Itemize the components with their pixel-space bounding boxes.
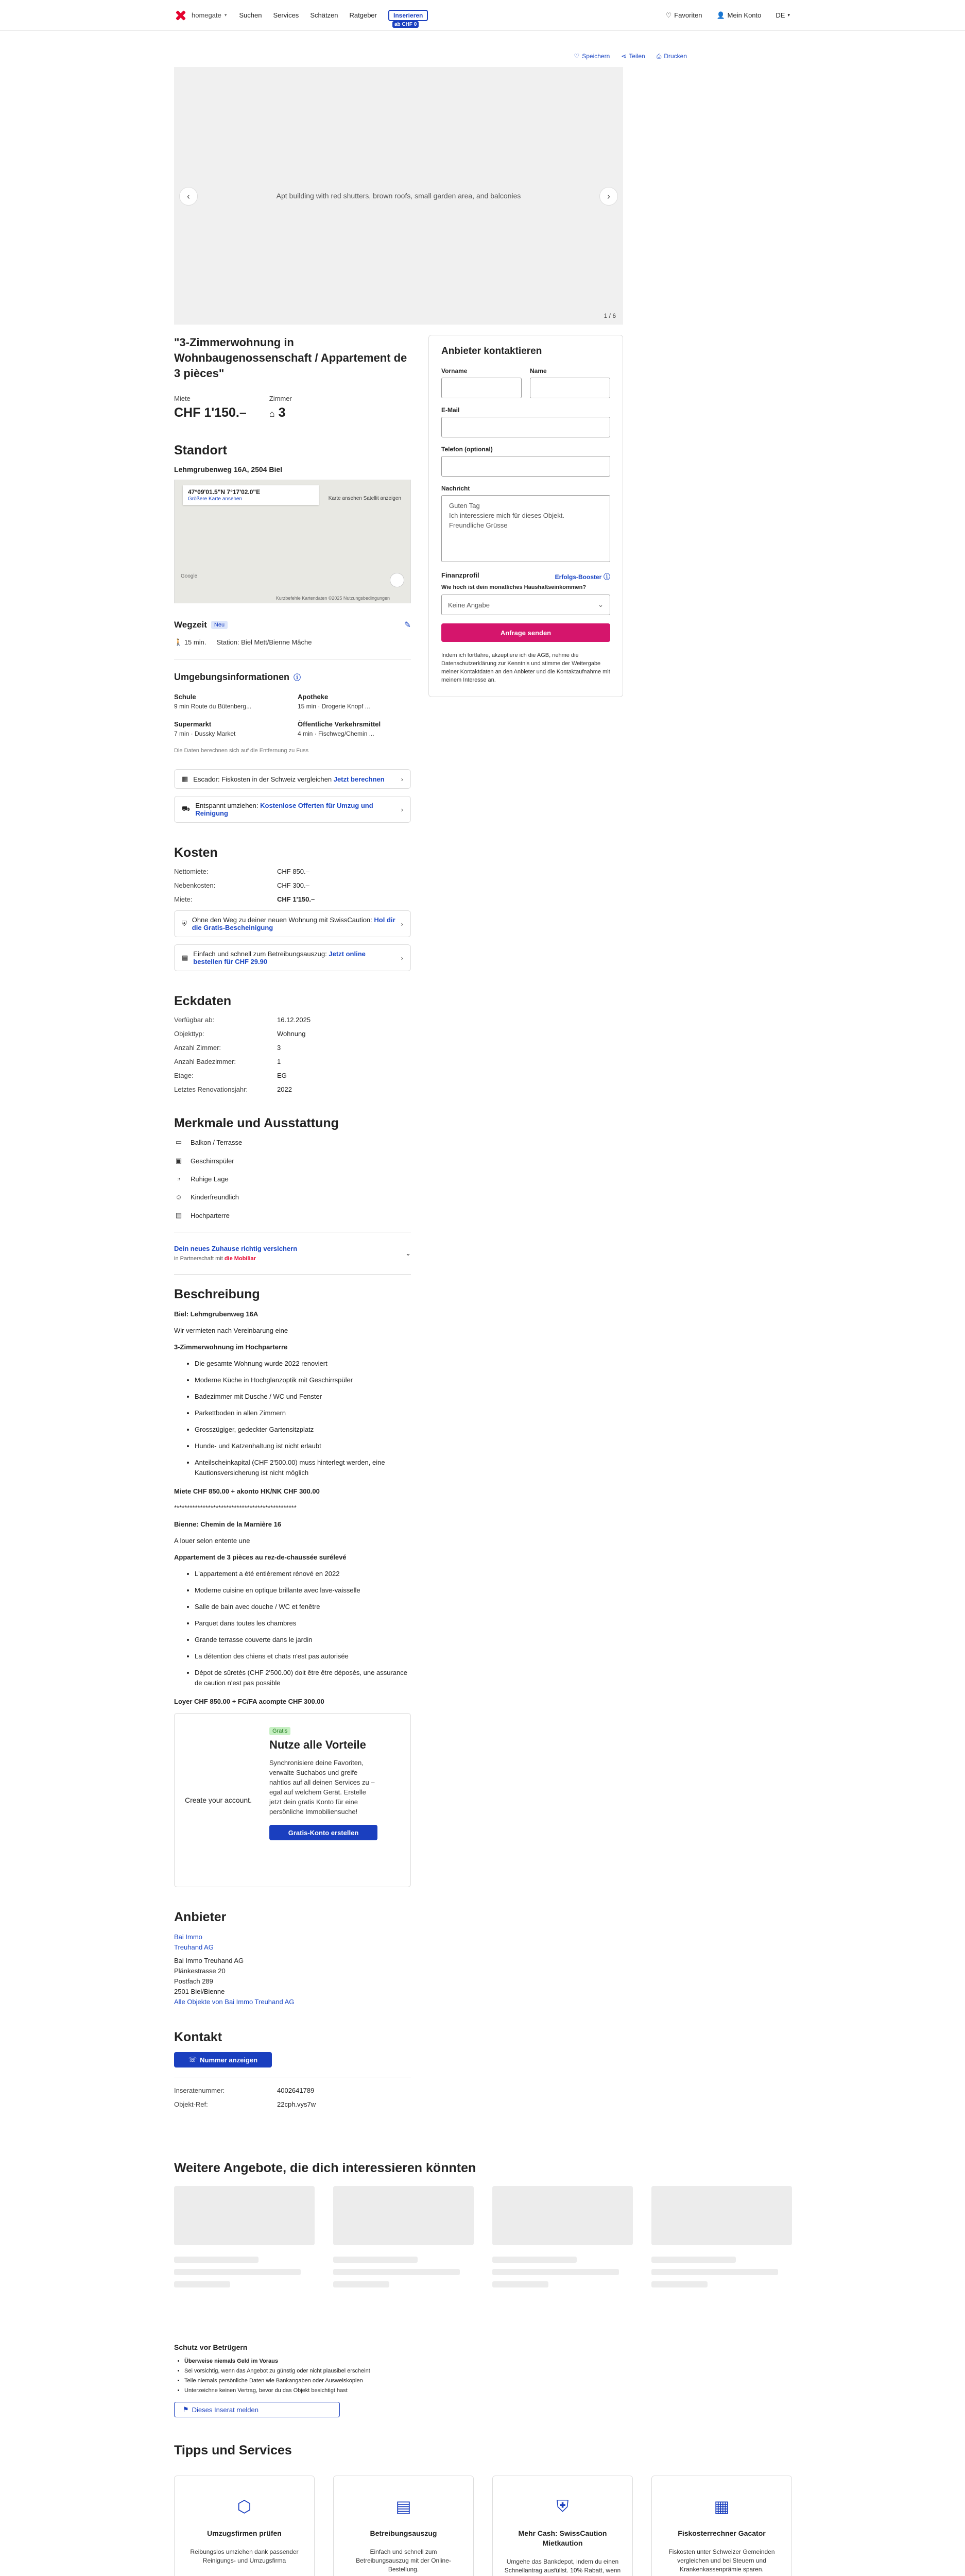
insert-label: Inserieren: [393, 11, 423, 19]
tip-text: Reibungslos umziehen dank passender Reinigungs- und Umzugsfirma: [190, 2548, 299, 2564]
email-field[interactable]: [441, 417, 610, 437]
heart-icon: ♡: [574, 53, 580, 60]
surroundings-title: Umgebungsinformationen: [174, 672, 289, 682]
fraud-heading: Schutz vor Betrügern: [174, 2343, 248, 2351]
fact-value: 2022: [277, 1086, 292, 1093]
promo-moving[interactable]: [174, 796, 411, 823]
desc-bullet: • La détention des chiens et chats n'est pas autorisée: [195, 1651, 411, 1662]
school-title: Schule: [174, 693, 196, 701]
feature-label: Geschirrspüler: [191, 1157, 234, 1165]
account-label: Mein Konto: [727, 11, 762, 19]
provider-line: Postfach 289: [174, 1977, 213, 1985]
supermarket-value: 7 min · Dussky Market: [174, 730, 236, 737]
email-label: E-Mail: [441, 406, 460, 414]
promo-text: Einfach und schnell zum Betreibungsauszug:: [193, 950, 327, 958]
promo-link[interactable]: Jetzt berechnen: [333, 775, 385, 783]
location-heading: Standort: [174, 443, 227, 457]
success-booster-link[interactable]: Erfolgs-Booster: [555, 573, 602, 581]
floor-icon: ▤: [175, 1211, 182, 1219]
language-select[interactable]: [776, 11, 790, 20]
address: Lehmgrubenweg 16A, 2504 Biel: [174, 465, 283, 473]
create-account-button[interactable]: Gratis-Konto erstellen: [269, 1825, 377, 1840]
message-field[interactable]: Guten Tag Ich interessiere mich für dieses Objekt. Freundliche Grüsse: [441, 495, 610, 562]
nav-schaetzen[interactable]: Schätzen: [310, 11, 338, 19]
show-number-label: Nummer anzeigen: [200, 2056, 258, 2064]
school-value: 9 min Route du Bütenberg...: [174, 703, 252, 710]
desc-line: Bienne: Chemin de la Marnière 16: [174, 1520, 282, 1528]
fact-value: 16.12.2025: [277, 1016, 311, 1024]
chevron-down-icon: ⌄: [405, 1249, 411, 1257]
desc-bullet: • Die gesamte Wohnung wurde 2022 renoviert: [195, 1359, 411, 1369]
insurance-promo[interactable]: [174, 1245, 411, 1262]
gallery-next-button[interactable]: [599, 187, 618, 206]
surrounding-item-school: [174, 693, 287, 710]
feature-item: [174, 1211, 411, 1219]
contact-label: Inseratenummer:: [174, 2087, 225, 2094]
benefit-text: Synchronisiere deine Favoriten, verwalte Suchabos und greife nahtlos auf all deinen Services zu – egal auf welchem Gerät. Erstelle jetzt dein gratis Konto für eine persönliche Immobiliensuche!: [269, 1759, 375, 1816]
chevron-down-icon: ⌄: [598, 601, 604, 608]
legal-text: Indem ich fortfahre, akzeptiere ich die AGB, nehme die Datenschutzerklärung zur Kenntnis und stimme der Weitergabe meiner Kontaktdaten an den Anbieter und die Kontaktaufnahme mit meinem Interesse an.: [441, 652, 610, 683]
save-label: Speichern: [582, 53, 610, 60]
desc-line: A louer selon entente une: [174, 1537, 250, 1545]
provider-link[interactable]: Bai Immo: [174, 1933, 202, 1941]
mobiliar-logo: die Mobiliar: [224, 1256, 256, 1262]
desc-line: Loyer CHF 850.00 + FC/FA acompte CHF 300.00: [174, 1698, 324, 1705]
tip-card[interactable]: [651, 2476, 792, 2576]
desc-line: Miete CHF 850.00 + akonto HK/NK CHF 300.00: [174, 1487, 320, 1495]
rent-value: CHF 1'150.–: [174, 405, 247, 420]
tip-title: Betreibungsauszug: [370, 2529, 437, 2537]
report-listing-button[interactable]: [174, 2402, 340, 2417]
income-select[interactable]: [441, 595, 610, 615]
gallery-counter: 1 / 6: [604, 312, 616, 319]
desc-bullet: • Grosszügiger, gedeckter Gartensitzplatz: [195, 1425, 411, 1435]
flag-icon: ⚑: [183, 2405, 189, 2413]
info-icon[interactable]: ⓘ: [603, 573, 610, 581]
contact-value: 22cph.vys7w: [277, 2100, 316, 2108]
desc-line: Appartement de 3 pièces au rez-de-chaussée surélevé: [174, 1553, 347, 1561]
promo-text: Entspannt umziehen:: [195, 802, 259, 809]
map-larger-link[interactable]: Größere Karte ansehen: [188, 496, 243, 502]
contact-label: Objekt-Ref:: [174, 2100, 208, 2108]
surrounding-item-transport: [298, 720, 411, 737]
fact-value: 3: [277, 1044, 281, 1052]
homegate-logo-icon[interactable]: [175, 10, 186, 21]
share-label: Teilen: [629, 53, 645, 60]
chevron-left-icon: ‹: [187, 191, 190, 201]
offer-card-placeholder[interactable]: [333, 2186, 474, 2312]
fact-label: Objekttyp:: [174, 1030, 204, 1038]
benefit-left-text: Create your account.: [185, 1796, 252, 1804]
travel-time-title: Wegzeit: [174, 620, 207, 630]
fraud-tip: • Überweise niemals Geld im Voraus: [184, 2357, 411, 2366]
map-fullscreen-button[interactable]: [390, 573, 404, 587]
promo-tax-calculator[interactable]: [174, 769, 411, 789]
location-map[interactable]: [174, 480, 411, 603]
cost-label: Miete:: [174, 895, 193, 903]
feature-label: Kinderfreundlich: [191, 1193, 239, 1201]
fact-label: Verfügbar ab:: [174, 1016, 215, 1024]
quiet-icon: ◔: [177, 1175, 181, 1183]
heart-icon: ♡: [665, 11, 672, 19]
insurance-sub: in Partnerschaft mit: [174, 1256, 223, 1262]
travel-time-header: [174, 620, 411, 630]
listing-content: [174, 335, 411, 2114]
fact-label: Letztes Renovationsjahr:: [174, 1086, 248, 1093]
map-footer: Kurzbefehle Kartendaten ©2025 Nutzungsbedingungen: [275, 596, 390, 601]
insert-button[interactable]: [388, 10, 428, 27]
brand-name[interactable]: homegate: [192, 11, 221, 19]
description-heading: Beschreibung: [174, 1287, 260, 1301]
map-coords: 47°09'01.5"N 7°17'02.0"E: [188, 488, 261, 496]
provider-link[interactable]: Treuhand AG: [174, 1943, 214, 1951]
chevron-right-icon: ›: [401, 920, 403, 928]
contact-value: 4002641789: [277, 2087, 315, 2094]
nav-suchen[interactable]: Suchen: [239, 11, 262, 19]
account-link[interactable]: [716, 11, 761, 20]
share-button[interactable]: [621, 45, 645, 67]
promo-text: Ohne den Weg zu deiner neuen Wohnung mit SwissCaution:: [192, 916, 372, 924]
desc-bullet: • Parkettboden in allen Zimmern: [195, 1408, 411, 1418]
rooms-count: 3: [278, 405, 286, 420]
fraud-tip: • Unterzeichne keinen Vertrag, bevor du das Objekt besichtigt hast: [184, 2386, 411, 2396]
calculator-icon: ▦: [714, 2497, 730, 2516]
cost-value: CHF 300.–: [277, 882, 309, 889]
desc-bullet: • Moderne cuisine en optique brillante avec lave-vaisselle: [195, 1585, 411, 1596]
show-number-button[interactable]: [174, 2052, 272, 2067]
free-badge: Gratis: [269, 1727, 290, 1735]
provider-all-listings-link[interactable]: Alle Objekte von Bai Immo Treuhand AG: [174, 1998, 295, 2006]
transport-title: Öffentliche Verkehrsmittel: [298, 720, 381, 728]
last-name-field[interactable]: [530, 378, 610, 398]
travel-time: 15 min.: [184, 638, 206, 646]
send-request-button[interactable]: Anfrage senden: [441, 623, 610, 642]
header-right: [666, 11, 790, 20]
phone-icon: ☏: [188, 2056, 197, 2063]
user-icon: 👤: [716, 11, 725, 19]
feature-label: Ruhige Lage: [191, 1175, 229, 1183]
insert-price-badge: ab CHF 0: [392, 21, 419, 28]
fact-label: Etage:: [174, 1072, 194, 1079]
edit-icon[interactable]: ✎: [404, 621, 411, 630]
print-label: Drucken: [664, 53, 687, 60]
offer-card-placeholder[interactable]: [492, 2186, 633, 2312]
tips-heading: Tipps und Services: [174, 2443, 292, 2458]
form-heading: Anbieter kontaktieren: [441, 346, 542, 357]
balcony-icon: ▭: [175, 1138, 182, 1146]
offer-card-placeholder[interactable]: [651, 2186, 792, 2312]
desc-bullet: • Anteilscheinkapital (CHF 2'500.00) muss hinterlegt werden, eine Kautionsversicherung ist nicht möglich: [195, 1458, 411, 1478]
box-icon: ⬡: [237, 2497, 252, 2516]
feature-label: Hochparterre: [191, 1211, 230, 1219]
save-button[interactable]: [574, 45, 610, 67]
header-nav: [239, 11, 377, 19]
desc-bullet: • Badezimmer mit Dusche / WC und Fenster: [195, 1392, 411, 1402]
new-badge: Neu: [211, 621, 228, 629]
report-label: Dieses Inserat melden: [192, 2405, 259, 2414]
desc-bullet: • Hunde- und Katzenhaltung ist nicht erlaubt: [195, 1441, 411, 1451]
desc-bullet: • Parquet dans toutes les chambres: [195, 1618, 411, 1629]
surrounding-item-supermarket: [174, 720, 287, 737]
promo-link[interactable]: Hol dir die Gratis-Bescheinigung: [192, 916, 395, 931]
benefit-title: Nutze alle Vorteile: [269, 1738, 366, 1751]
walk-icon: 🚶: [174, 638, 183, 646]
fact-label: Anzahl Zimmer:: [174, 1044, 221, 1052]
tip-text: Umgehe das Bankdepot, indem du einen Schnellantrag ausfüllst. 10% Rabatt, wenn: [504, 2558, 621, 2574]
fraud-protection: [174, 2343, 411, 2417]
fraud-tip: • Sei vorsichtig, wenn das Angebot zu günstig oder nicht plausibel erscheint: [184, 2366, 411, 2376]
travel-station: Station: Biel Mett/Bienne Mâche: [216, 638, 312, 646]
message-label: Nachricht: [441, 485, 470, 492]
insurance-title[interactable]: Dein neues Zuhause richtig versichern: [174, 1245, 298, 1252]
map-info-popup: [183, 485, 319, 505]
printer-icon: ⎙: [656, 52, 662, 60]
desc-line: 3-Zimmerwohnung im Hochparterre: [174, 1343, 288, 1351]
contact-form: [428, 335, 623, 697]
nav-ratgeber[interactable]: Ratgeber: [349, 11, 377, 19]
gallery-image-alt: Apt building with red shutters, brown roofs, small garden area, and balconies: [276, 192, 521, 200]
tip-card[interactable]: [333, 2476, 474, 2576]
shield-icon: ⛨: [556, 2497, 569, 2515]
first-name-label: Vorname: [441, 367, 468, 375]
chevron-down-icon: ▾: [787, 12, 790, 18]
promo-debt-extract[interactable]: [174, 944, 411, 971]
costs-heading: Kosten: [174, 845, 218, 860]
info-icon[interactable]: ⓘ: [294, 673, 301, 682]
listing-actions: [0, 31, 965, 67]
promo-swisscaution[interactable]: [174, 910, 411, 937]
income-select-value: Keine Angabe: [448, 601, 490, 609]
provider-heading: Anbieter: [174, 1910, 227, 1924]
desc-bullet: • Salle de bain avec douche / WC et fenêtre: [195, 1602, 411, 1612]
map-controls[interactable]: Karte ansehen Satellit anzeigen: [328, 496, 401, 501]
provider-line: 2501 Biel/Bienne: [174, 1988, 225, 1995]
tip-title: Fiskosterrechner Gacator: [678, 2529, 766, 2537]
fact-label: Anzahl Badezimmer:: [174, 1058, 236, 1065]
chevron-right-icon: ›: [607, 191, 610, 201]
favorites-label: Favoriten: [674, 11, 702, 19]
photo-gallery[interactable]: [174, 67, 623, 325]
truck-icon: ⛟: [182, 805, 191, 812]
contact-heading: Kontakt: [174, 2030, 222, 2044]
fraud-tip: • Teile niemals persönliche Daten wie Bankangaben oder Ausweiskopien: [184, 2376, 411, 2386]
pharmacy-title: Apotheke: [298, 693, 329, 701]
google-logo: Google: [181, 573, 198, 579]
shield-icon: ⛨: [182, 920, 187, 927]
feature-item: [174, 1157, 411, 1165]
first-name-field[interactable]: [441, 378, 522, 398]
gallery-prev-button[interactable]: [179, 187, 198, 206]
nav-services[interactable]: Services: [273, 11, 299, 19]
dishwasher-icon: ▣: [175, 1157, 182, 1164]
desc-line: ***********************************************: [174, 1504, 297, 1512]
cost-value: CHF 1'150.–: [277, 895, 315, 903]
income-question: Wie hoch ist dein monatliches Haushaltseinkommen?: [441, 584, 587, 590]
promo-link[interactable]: Jetzt online bestellen für CHF 29.90: [193, 950, 366, 965]
supermarket-title: Supermarkt: [174, 720, 212, 728]
tip-card[interactable]: [492, 2476, 633, 2576]
cost-label: Nettomiete:: [174, 868, 209, 875]
language-label: DE: [776, 11, 785, 19]
desc-bullet: • Grande terrasse couverte dans le jardin: [195, 1635, 411, 1645]
features-heading: Merkmale und Ausstattung: [174, 1116, 339, 1130]
promo-link[interactable]: Kostenlose Offerten für Umzug und Reinigung: [195, 802, 373, 817]
phone-label: Telefon (optional): [441, 446, 493, 453]
feature-label: Balkon / Terrasse: [191, 1138, 243, 1146]
tip-title: Mehr Cash: SwissCaution Mietkaution: [518, 2529, 607, 2547]
chevron-right-icon: ›: [401, 805, 403, 814]
transport-value: 4 min · Fischweg/Chemin ...: [298, 730, 374, 737]
feature-item: [174, 1138, 411, 1146]
tip-text: Einfach und schnell zum Betreibungsauszug mit der Online-Bestellung.: [356, 2548, 451, 2573]
cost-label: Nebenkosten:: [174, 882, 216, 889]
desc-line: Wir vermieten nach Vereinbarung eine: [174, 1327, 288, 1334]
surroundings-note: Die Daten berechnen sich auf die Entfernung zu Fuss: [174, 748, 309, 754]
phone-field[interactable]: [441, 456, 610, 477]
fact-value: 1: [277, 1058, 281, 1065]
desc-bullet: • Dépot de sûretés (CHF 2'500.00) doit être être déposés, une assurance de caution n'est pas possible: [195, 1668, 411, 1688]
feature-item: [174, 1175, 411, 1183]
feature-item: [174, 1193, 411, 1201]
pharmacy-value: 15 min · Drogerie Knopf ...: [298, 703, 370, 710]
tip-card[interactable]: [174, 2476, 315, 2576]
chevron-down-icon[interactable]: ▾: [224, 12, 227, 18]
calculator-icon: ▦: [182, 775, 188, 783]
document-icon: ▤: [182, 954, 188, 961]
child-icon: ☺: [175, 1193, 182, 1201]
desc-bullet: • Moderne Küche in Hochglanzoptik mit Geschirrspüler: [195, 1375, 411, 1385]
provider-line: Plänkestrasse 20: [174, 1967, 226, 1975]
surrounding-item-pharmacy: [298, 693, 411, 710]
travel-time-row: [174, 638, 411, 647]
fact-value: EG: [277, 1072, 287, 1079]
site-header: [0, 0, 965, 31]
cost-value: CHF 850.–: [277, 868, 309, 875]
fact-value: Wohnung: [277, 1030, 306, 1038]
listing-title: "3-Zimmerwohnung in Wohnbaugenossenschaft / Appartement de 3 pièces": [174, 336, 407, 380]
last-name-label: Name: [530, 367, 547, 375]
promo-text: Escador: Fiskosten in der Schweiz vergleichen: [193, 775, 332, 783]
key-facts-heading: Eckdaten: [174, 994, 232, 1008]
house-icon: ⌂: [269, 409, 275, 419]
account-benefit-card: [174, 1713, 411, 1887]
chevron-right-icon: ›: [401, 775, 403, 783]
offer-card-placeholder[interactable]: [174, 2186, 315, 2312]
desc-bullet: • L'appartement a été entièrement rénové en 2022: [195, 1569, 411, 1579]
chevron-right-icon: ›: [401, 954, 403, 962]
provider-line: Bai Immo Treuhand AG: [174, 1957, 244, 1964]
tip-text: Fiskosten unter Schweizer Gemeinden vergleichen und bei Steuern und Krankenkassenprämie sparen.: [668, 2548, 775, 2573]
finance-profile-title: Finanzprofil: [441, 571, 479, 579]
share-icon: ⋖: [621, 53, 627, 60]
more-offers-heading: Weitere Angebote, die dich interessieren könnten: [174, 2161, 476, 2175]
desc-line: Biel: Lehmgrubenweg 16A: [174, 1310, 259, 1318]
rooms-value: [269, 405, 292, 420]
rent-label: Miete: [174, 395, 191, 402]
rooms-label: Zimmer: [269, 395, 292, 402]
favorites-link[interactable]: [666, 11, 702, 20]
print-button[interactable]: [657, 45, 687, 67]
document-icon: ▤: [395, 2497, 411, 2516]
tip-title: Umzugsfirmen prüfen: [207, 2529, 282, 2537]
